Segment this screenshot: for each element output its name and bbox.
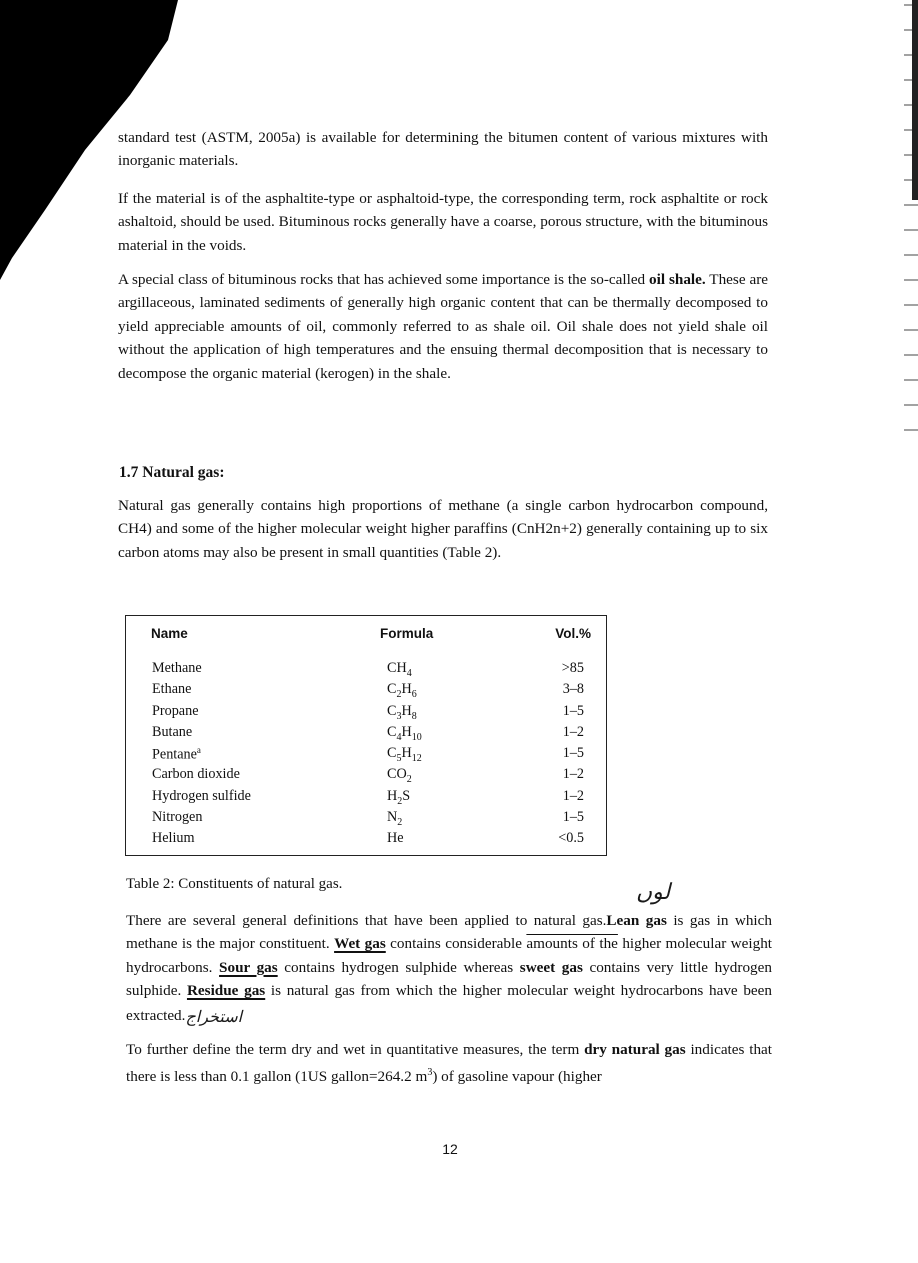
table-caption: Table 2: Constituents of natural gas.	[126, 876, 343, 892]
cell-formula: $C_2H_6$	[387, 681, 417, 701]
cell-vol: <0.5	[558, 830, 584, 847]
cell-formula: $CO_2$	[387, 766, 412, 786]
cell-name: Helium	[152, 830, 195, 847]
paragraph-gas-definitions: There are several general definitions that have been applied to natural gas.Lean gas is gas in which methane is the major constituent. Wet gas contains considerable amounts of the higher molecular weight hydrocarbons. Sour gas contains hydrogen sulphide whereas sweet gas contains very little hydrogen sulphide. Residue gas is natural gas from which the higher molecular weight hydrocarbons have been extracted.استخراج	[126, 912, 773, 1026]
cell-vol: 1–5	[562, 809, 584, 826]
handwritten-inline-note: استخراج	[185, 1006, 243, 1026]
term-oil-shale: oil shale.	[649, 271, 706, 288]
table-row	[126, 703, 606, 724]
term-sour-gas: Sour gas	[219, 958, 278, 976]
paragraph-dry-wet-measures: To further define the term dry and wet in quantitative measures, the term dry natural gas indicates that there is less than 0.1 gallon (1US gallon=264.2 $m^3$) of gasoline vapour (higher	[126, 1041, 772, 1086]
cell-formula: $C_3H_8$	[387, 702, 417, 722]
table-row	[126, 660, 606, 681]
scan-edge-lines	[902, 0, 918, 520]
paragraph-asphaltite: If the material is of the asphaltite-type or asphaltoid-type, the corresponding term, rock asphaltite or rock ashaltoid, should be used. Bituminous rocks generally have a coarse, porous structure, with the bituminous material in the voids.	[118, 190, 768, 254]
col-header-name: Name	[151, 626, 188, 641]
cell-vol: 1–5	[562, 745, 584, 762]
cell-vol: 1–2	[562, 766, 584, 783]
table-rows	[126, 660, 606, 852]
cell-name: Propane	[152, 702, 199, 719]
handwritten-margin-note: لوں	[636, 880, 671, 905]
paragraph-natural-gas-intro: Natural gas generally contains high proportions of methane (a single carbon hydrocarbon compound, CH4) and some of the higher molecular weight higher paraffins (CnH2n+2) generally containing up to six carbon atoms may also be present in small quantities (Table 2).	[118, 497, 768, 561]
cell-vol: >85	[561, 660, 584, 676]
cell-vol: 3–8	[562, 681, 584, 698]
col-header-formula: Formula	[380, 626, 434, 641]
table-row	[126, 681, 606, 702]
cell-name: Methane	[152, 660, 202, 676]
cell-formula: He	[387, 830, 404, 847]
cell-formula: $C_4H_{10}$	[387, 723, 422, 743]
constituents-table	[125, 615, 607, 856]
cell-name: Hydrogen sulfide	[152, 787, 251, 804]
table-row	[126, 724, 606, 745]
section-heading: 1.7 Natural gas:	[119, 464, 225, 481]
cell-formula: $H_2S$	[387, 787, 411, 807]
table-row	[126, 830, 606, 851]
term-lean-gas: Lean gas	[606, 912, 667, 929]
term-sweet-gas: sweet gas	[519, 958, 583, 976]
cell-name: Carbon dioxide	[152, 766, 240, 783]
cell-vol: 1–5	[562, 702, 584, 719]
page-number: 12	[442, 1141, 458, 1157]
cell-vol: 1–2	[562, 787, 584, 804]
col-header-vol: Vol.%	[555, 626, 591, 641]
term-dry-natural-gas: dry natural gas	[584, 1041, 686, 1058]
term-wet-gas: Wet gas	[334, 935, 386, 953]
paragraph-astm: standard test (ASTM, 2005a) is available for determining the bitumen content of various mixtures with inorganic materials.	[118, 129, 768, 170]
table-row	[126, 766, 606, 787]
paragraph-oil-shale: A special class of bituminous rocks that has achieved some importance is the so-called oil shale. These are argillaceous, laminated sediments of generally high organic content that can be thermally decomposed to yield appreciable amounts of oil, commonly referred to as shale oil. Oil shale does not yield shale oil without the application of high temperatures and the ensuing thermal decomposition that is necessary to decompose the organic material (kerogen) in the shale.	[118, 271, 768, 382]
cell-formula: $CH_4$	[387, 660, 412, 679]
cell-formula: $C_5H_{12}$	[387, 745, 422, 765]
term-residue-gas: Residue gas	[186, 982, 266, 1000]
cell-name: Ethane	[152, 681, 192, 698]
cell-name: Pentane$^a$	[152, 745, 201, 763]
cell-name: Butane	[152, 723, 193, 740]
cell-name: Nitrogen	[152, 809, 203, 826]
cell-formula: $N_2$	[387, 809, 403, 828]
cell-vol: 1–2	[562, 723, 584, 740]
table-row	[126, 745, 606, 766]
table-row	[126, 809, 606, 830]
table-row	[126, 788, 606, 809]
